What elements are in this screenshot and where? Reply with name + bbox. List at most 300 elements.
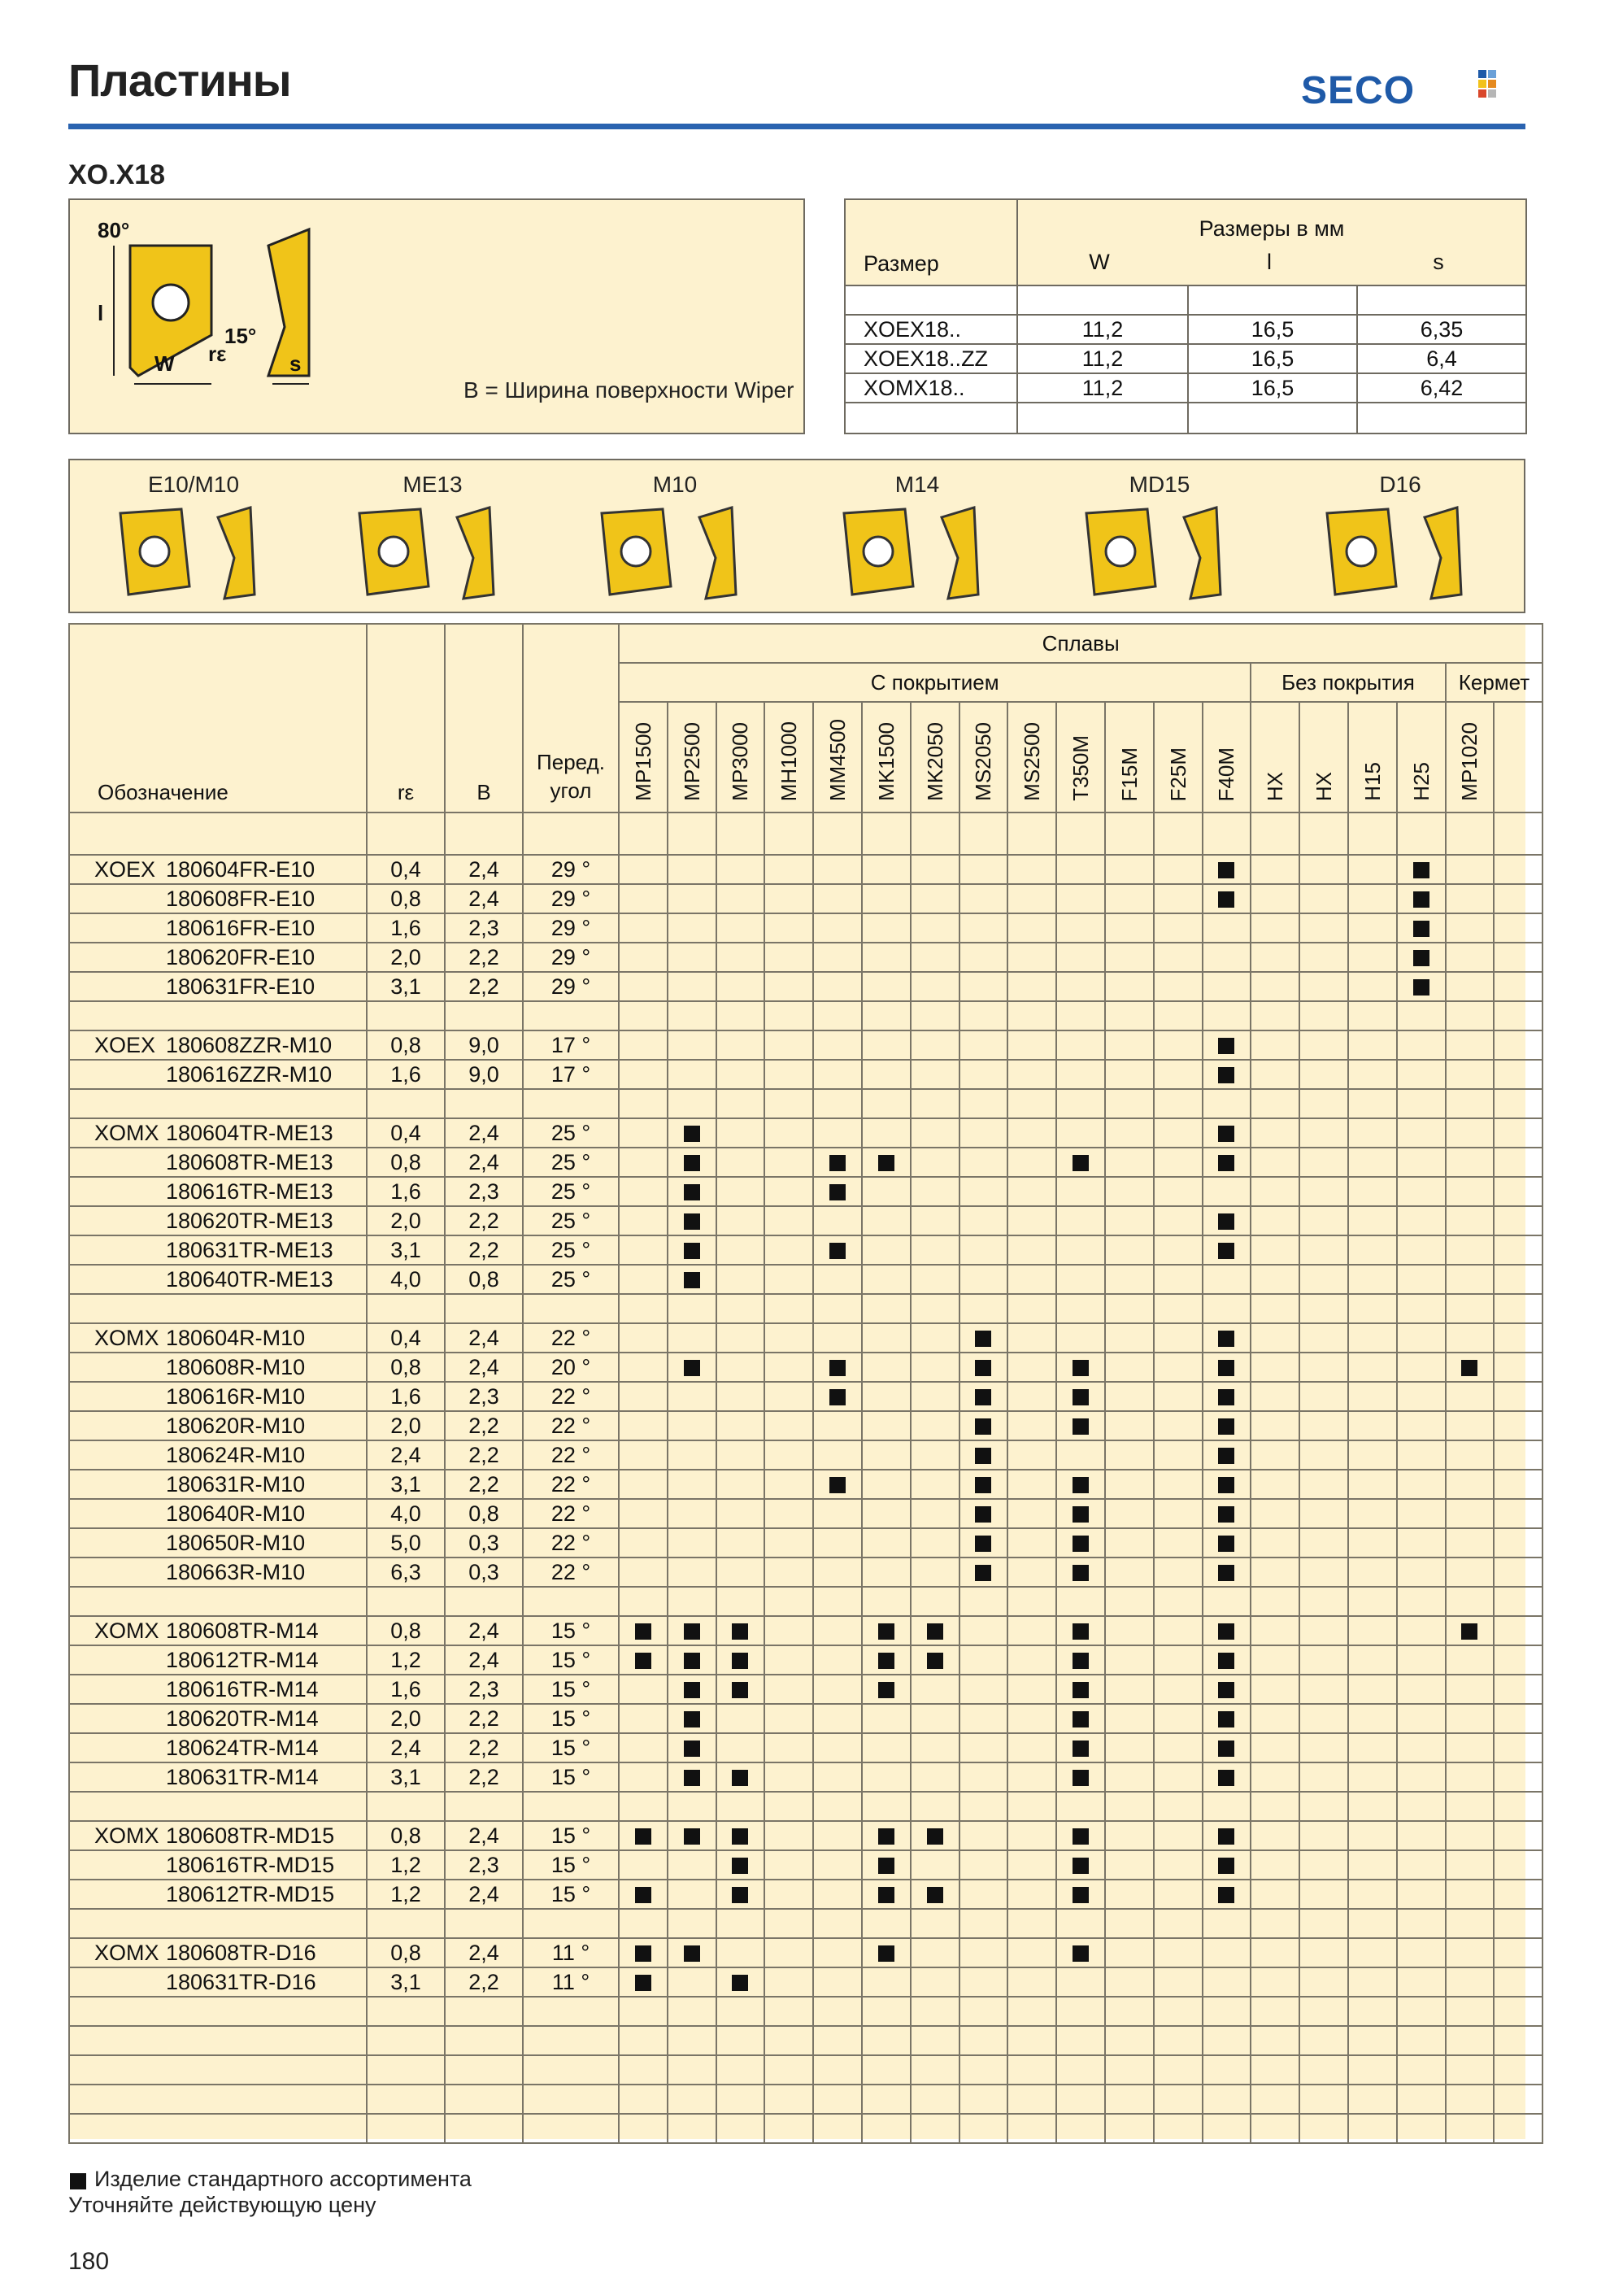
alloys-header: Сплавы [619, 624, 1543, 663]
grade-cell [1397, 1499, 1446, 1528]
cell-re: 2,0 [367, 1704, 445, 1733]
grade-cell [1348, 1499, 1397, 1528]
grade-cell [1299, 943, 1348, 972]
grade-cell [813, 1148, 862, 1177]
grade-cell [1494, 1118, 1543, 1148]
standard-item-mark-icon [1461, 1623, 1477, 1640]
grade-cell [619, 1030, 668, 1060]
grade-cell [813, 1880, 862, 1909]
grade-cell [1446, 1675, 1495, 1704]
standard-item-mark-icon [684, 1945, 700, 1962]
standard-item-mark-icon [1073, 1945, 1089, 1962]
designation-code: 180612TR-MD15 [166, 1881, 335, 1906]
grade-cell [668, 913, 716, 943]
cell-b: 2,2 [445, 943, 523, 972]
cell-b: 2,2 [445, 1967, 523, 1997]
grade-cell [1105, 884, 1154, 913]
grade-cell [1203, 1470, 1251, 1499]
table-row [69, 1821, 1543, 1850]
grade-cell [1251, 1440, 1299, 1470]
grade-cell [1251, 1938, 1299, 1967]
grade-cell [1299, 1265, 1348, 1294]
grade-cell [1203, 1265, 1251, 1294]
cell-b: 9,0 [445, 1060, 523, 1089]
grade-cell [1007, 1616, 1056, 1645]
grade-cell [668, 1821, 716, 1850]
grade-cell [668, 1645, 716, 1675]
cell-re: 5,0 [367, 1528, 445, 1558]
standard-item-mark-icon [975, 1506, 991, 1523]
grade-cell [1007, 1938, 1056, 1967]
size-cell-w: 11,2 [1017, 373, 1188, 403]
grade-cell [764, 1967, 813, 1997]
grade-cell [911, 913, 959, 943]
cell-angle: 22 ° [523, 1440, 619, 1470]
grade-cell [1299, 884, 1348, 913]
col-angle [523, 624, 619, 813]
grade-cell [1056, 1323, 1105, 1353]
table-row [69, 1762, 1543, 1792]
designation-code: 180608TR-M14 [166, 1618, 319, 1643]
grade-cell [668, 1353, 716, 1382]
grade-cell [1397, 1880, 1446, 1909]
grade-cell [668, 1148, 716, 1177]
grade-cell [1348, 1060, 1397, 1089]
grade-cell [1105, 1558, 1154, 1587]
grade-cell [1056, 1440, 1105, 1470]
grade-cell [1446, 1118, 1495, 1148]
grade-cell [959, 1558, 1008, 1587]
designation-cell [69, 1118, 367, 1148]
grade-cell [1299, 1675, 1348, 1704]
grade-cell [1154, 1177, 1203, 1206]
grade-cell [959, 1645, 1008, 1675]
grade-cell [1494, 1411, 1543, 1440]
grade-cell [1299, 1118, 1348, 1148]
grade-cell [1446, 972, 1495, 1001]
grade-cell [813, 1118, 862, 1148]
designation-code: 180631TR-M14 [166, 1764, 319, 1789]
grade-cell [1105, 1235, 1154, 1265]
grade-label: HX [1312, 771, 1337, 801]
standard-item-mark-icon [684, 1360, 700, 1376]
standard-item-mark-icon [1218, 1682, 1234, 1698]
grade-cell [1348, 1265, 1397, 1294]
cell-re: 2,0 [367, 943, 445, 972]
grade-cell [1494, 1616, 1543, 1645]
grade-cell [764, 1528, 813, 1558]
grade-cell [1007, 972, 1056, 1001]
grade-cell [862, 1645, 911, 1675]
grade-cell [1397, 1733, 1446, 1762]
grade-cell [764, 1675, 813, 1704]
size-table [844, 198, 1527, 434]
grade-cell [1203, 1235, 1251, 1265]
grade-cell [1299, 1499, 1348, 1528]
grade-cell [959, 1675, 1008, 1704]
grade-label: MK1500 [873, 722, 899, 801]
size-row [845, 344, 1526, 373]
table-row [69, 943, 1543, 972]
grade-cell [1154, 855, 1203, 884]
cell-re: 0,8 [367, 1938, 445, 1967]
grade-cell [1299, 1060, 1348, 1089]
grade-cell [1348, 1030, 1397, 1060]
grade-cell [1105, 1265, 1154, 1294]
wiper-note: B = Ширина поверхности Wiper [463, 377, 794, 403]
standard-item-mark-icon [1073, 1155, 1089, 1171]
grade-cell [959, 1499, 1008, 1528]
grade-cell [911, 884, 959, 913]
grade-cell [1299, 1938, 1348, 1967]
grade-cell [1397, 1323, 1446, 1353]
grade-cell [668, 1030, 716, 1060]
standard-item-mark-icon [732, 1770, 748, 1786]
grade-cell [813, 855, 862, 884]
designation-code: 180620R-M10 [166, 1413, 306, 1438]
cermet-header: Кермет [1446, 663, 1543, 702]
grade-cell [1397, 913, 1446, 943]
grade-cell [668, 1850, 716, 1880]
grade-cell [1056, 943, 1105, 972]
grade-cell [1494, 1206, 1543, 1235]
grade-cell [668, 1323, 716, 1353]
grade-cell [716, 1675, 765, 1704]
grade-cell [1494, 1323, 1543, 1353]
grade-cell [1348, 913, 1397, 943]
standard-item-mark-icon [1073, 1536, 1089, 1552]
section-label: XO.X18 [68, 159, 166, 190]
insert-table-wrap [68, 623, 1530, 2139]
grade-cell [1007, 855, 1056, 884]
grade-cell [1251, 1704, 1299, 1733]
grade-cell [862, 1148, 911, 1177]
grade-cell [959, 1060, 1008, 1089]
grade-cell [862, 1235, 911, 1265]
grade-cell [1203, 1353, 1251, 1382]
grade-cell [1446, 1148, 1495, 1177]
grade-cell [1251, 1382, 1299, 1411]
grade-cell [1105, 1382, 1154, 1411]
designation-cell [69, 1938, 367, 1967]
grade-cell [813, 1030, 862, 1060]
designation-cell [69, 1675, 367, 1704]
grade-cell [959, 1177, 1008, 1206]
standard-item-mark-icon [927, 1887, 943, 1903]
designation-prefix: XOMX [94, 1120, 159, 1145]
grade-cell [959, 1528, 1008, 1558]
grade-cell [862, 913, 911, 943]
standard-item-mark-icon [1073, 1770, 1089, 1786]
grade-cell [959, 1030, 1008, 1060]
standard-item-mark-icon [684, 1184, 700, 1200]
grade-cell [1105, 1411, 1154, 1440]
grade-cell [1397, 1704, 1446, 1733]
grade-cell [959, 913, 1008, 943]
standard-item-mark-icon [732, 1623, 748, 1640]
grade-cell [1154, 1850, 1203, 1880]
grade-cell [1397, 1440, 1446, 1470]
grade-cell [1494, 855, 1543, 884]
standard-item-mark-icon [1218, 1418, 1234, 1435]
standard-item-mark-icon [829, 1477, 846, 1493]
grade-cell [1007, 1558, 1056, 1587]
table-row [69, 884, 1543, 913]
standard-item-mark-icon [684, 1770, 700, 1786]
grade-cell [1007, 913, 1056, 943]
grade-cell [1007, 1645, 1056, 1675]
table-row [69, 1645, 1543, 1675]
grade-cell [619, 1265, 668, 1294]
designation-code: 180604TR-ME13 [166, 1120, 333, 1145]
grade-cell [716, 1558, 765, 1587]
grade-cell [813, 1821, 862, 1850]
grade-cell [1397, 1060, 1446, 1089]
table-row [69, 1967, 1543, 1997]
grade-cell [1105, 1762, 1154, 1792]
standard-item-mark-icon [1218, 1243, 1234, 1259]
grade-header [862, 702, 911, 813]
designation-cell [69, 972, 367, 1001]
grade-cell [1251, 1675, 1299, 1704]
grade-cell [959, 943, 1008, 972]
grade-cell [862, 1938, 911, 1967]
grade-cell [668, 943, 716, 972]
grade-cell [1446, 1499, 1495, 1528]
grade-cell [619, 1382, 668, 1411]
grade-cell [1056, 913, 1105, 943]
grade-cell [1348, 1733, 1397, 1762]
grade-cell [1446, 943, 1495, 972]
grade-cell [1397, 943, 1446, 972]
standard-item-mark-icon [635, 1623, 651, 1640]
cell-re: 1,2 [367, 1645, 445, 1675]
grade-cell [619, 1528, 668, 1558]
grade-cell [911, 1235, 959, 1265]
grade-cell [1203, 1704, 1251, 1733]
grade-cell [668, 1704, 716, 1733]
grade-cell [764, 1558, 813, 1587]
grade-cell [1348, 1704, 1397, 1733]
cell-angle: 15 ° [523, 1821, 619, 1850]
grade-cell [1007, 1323, 1056, 1353]
grade-cell [1299, 1645, 1348, 1675]
size-group-header: Размеры в мм [1017, 199, 1526, 285]
cell-re: 0,4 [367, 1323, 445, 1353]
grade-cell [668, 1499, 716, 1528]
grade-cell [1397, 1177, 1446, 1206]
grade-cell [1299, 1411, 1348, 1440]
grade-cell [813, 1411, 862, 1440]
grade-cell [1154, 1382, 1203, 1411]
grade-cell [813, 943, 862, 972]
grade-cell [716, 1967, 765, 1997]
size-cell-size: XOEX18..ZZ [845, 344, 1017, 373]
grade-cell [1446, 1206, 1495, 1235]
grade-cell [668, 1206, 716, 1235]
grade-cell [1056, 1470, 1105, 1499]
grade-header [1056, 702, 1105, 813]
cell-b: 2,2 [445, 1440, 523, 1470]
standard-item-mark-icon [927, 1623, 943, 1640]
grade-cell [1348, 1762, 1397, 1792]
dim-w-label: W [154, 351, 175, 376]
grade-cell [716, 1265, 765, 1294]
grade-cell [619, 1821, 668, 1850]
table-row [69, 1938, 1543, 1967]
grade-header [619, 702, 668, 813]
grade-cell [1446, 1821, 1495, 1850]
designation-cell [69, 1206, 367, 1235]
grade-cell [959, 1470, 1008, 1499]
designation-code: 180640R-M10 [166, 1501, 306, 1526]
grade-cell [1154, 1030, 1203, 1060]
grade-cell [1056, 1148, 1105, 1177]
designation-cell [69, 1499, 367, 1528]
grade-cell [619, 1645, 668, 1675]
grade-cell [1056, 1645, 1105, 1675]
standard-item-mark-icon [927, 1653, 943, 1669]
grade-header [1007, 702, 1056, 813]
grade-cell [911, 1030, 959, 1060]
grade-cell [1154, 1528, 1203, 1558]
grade-cell [619, 1675, 668, 1704]
standard-item-mark-icon [878, 1828, 894, 1845]
grade-cell [862, 1060, 911, 1089]
standard-item-mark-icon [1218, 1067, 1234, 1083]
grade-cell [862, 1411, 911, 1440]
grade-cell [1251, 1616, 1299, 1645]
designation-cell [69, 1850, 367, 1880]
standard-item-mark-icon [1073, 1741, 1089, 1757]
grade-cell [1154, 1616, 1203, 1645]
designation-cell [69, 1967, 367, 1997]
grade-cell [959, 1704, 1008, 1733]
standard-item-mark-icon [732, 1682, 748, 1698]
grade-cell [1251, 1470, 1299, 1499]
geometry-label: D16 [1379, 472, 1421, 497]
cell-angle: 22 ° [523, 1470, 619, 1499]
grade-cell [1007, 1733, 1056, 1762]
grade-cell [1154, 1060, 1203, 1089]
dim-l-label: l [98, 301, 104, 325]
cell-angle: 29 ° [523, 943, 619, 972]
standard-item-mark-icon [927, 1828, 943, 1845]
grade-cell [1348, 1323, 1397, 1353]
grade-cell [813, 1616, 862, 1645]
grade-cell [716, 1850, 765, 1880]
grade-cell [911, 1558, 959, 1587]
grade-cell [1251, 1206, 1299, 1235]
grade-cell [1397, 1411, 1446, 1440]
grade-cell [1203, 913, 1251, 943]
grade-cell [911, 1265, 959, 1294]
designation-cell [69, 1645, 367, 1675]
grade-cell [1397, 1558, 1446, 1587]
grade-cell [1203, 1880, 1251, 1909]
grade-cell [1154, 913, 1203, 943]
grade-cell [1494, 1235, 1543, 1265]
grade-cell [862, 943, 911, 972]
grade-cell [1446, 1470, 1495, 1499]
cell-b: 2,4 [445, 1821, 523, 1850]
grade-cell [1348, 1411, 1397, 1440]
grade-cell [1348, 1880, 1397, 1909]
grade-cell [764, 1235, 813, 1265]
grade-cell [1203, 1967, 1251, 1997]
standard-item-mark-icon [1218, 1711, 1234, 1727]
brand-logo: SECO [1301, 69, 1416, 112]
cell-angle: 15 ° [523, 1880, 619, 1909]
grade-cell [668, 1616, 716, 1645]
standard-item-mark-icon [829, 1184, 846, 1200]
cell-b: 2,4 [445, 1118, 523, 1148]
grade-cell [1007, 1762, 1056, 1792]
grade-cell [1494, 1177, 1543, 1206]
geometry-label: E10/M10 [147, 472, 240, 497]
grade-cell [1251, 913, 1299, 943]
grade-cell [1397, 1675, 1446, 1704]
grade-cell [668, 1177, 716, 1206]
cell-b: 0,8 [445, 1265, 523, 1294]
grade-cell [764, 1177, 813, 1206]
grade-cell [1007, 1411, 1056, 1440]
grade-cell [1348, 1938, 1397, 1967]
grade-cell [716, 1880, 765, 1909]
designation-code: 180616TR-MD15 [166, 1852, 335, 1877]
grade-cell [862, 972, 911, 1001]
grade-cell [1397, 1528, 1446, 1558]
grade-cell [1056, 1060, 1105, 1089]
grade-cell [911, 1353, 959, 1382]
designation-prefix: XOMX [94, 1618, 159, 1643]
grade-cell [1299, 1880, 1348, 1909]
standard-item-mark-icon [1073, 1360, 1089, 1376]
grade-cell [1446, 1353, 1495, 1382]
grade-cell [813, 884, 862, 913]
cell-re: 2,0 [367, 1411, 445, 1440]
grade-cell [1154, 1938, 1203, 1967]
grade-cell [1494, 943, 1543, 972]
grade-cell [619, 1938, 668, 1967]
grade-cell [813, 1938, 862, 1967]
grade-cell [911, 1499, 959, 1528]
grade-cell [1203, 1030, 1251, 1060]
grade-cell [764, 1206, 813, 1235]
grade-cell [1105, 1030, 1154, 1060]
grade-cell [716, 1060, 765, 1089]
standard-item-mark-icon [1218, 1653, 1234, 1669]
cell-b: 2,4 [445, 855, 523, 884]
grade-cell [619, 1353, 668, 1382]
standard-item-mark-icon [1218, 1389, 1234, 1405]
grade-cell [619, 1880, 668, 1909]
grade-cell [619, 1558, 668, 1587]
grade-cell [716, 1382, 765, 1411]
grade-cell [1203, 1733, 1251, 1762]
size-col-l: l [1267, 250, 1272, 274]
designation-cell [69, 855, 367, 884]
table-row [69, 1880, 1543, 1909]
grade-cell [1203, 1762, 1251, 1792]
designation-prefix: XOMX [94, 1940, 159, 1965]
grade-cell [1494, 913, 1543, 943]
grade-cell [764, 913, 813, 943]
standard-item-mark-icon [975, 1418, 991, 1435]
grade-cell [813, 1440, 862, 1470]
grade-cell [1494, 1675, 1543, 1704]
grade-cell [1203, 1323, 1251, 1353]
